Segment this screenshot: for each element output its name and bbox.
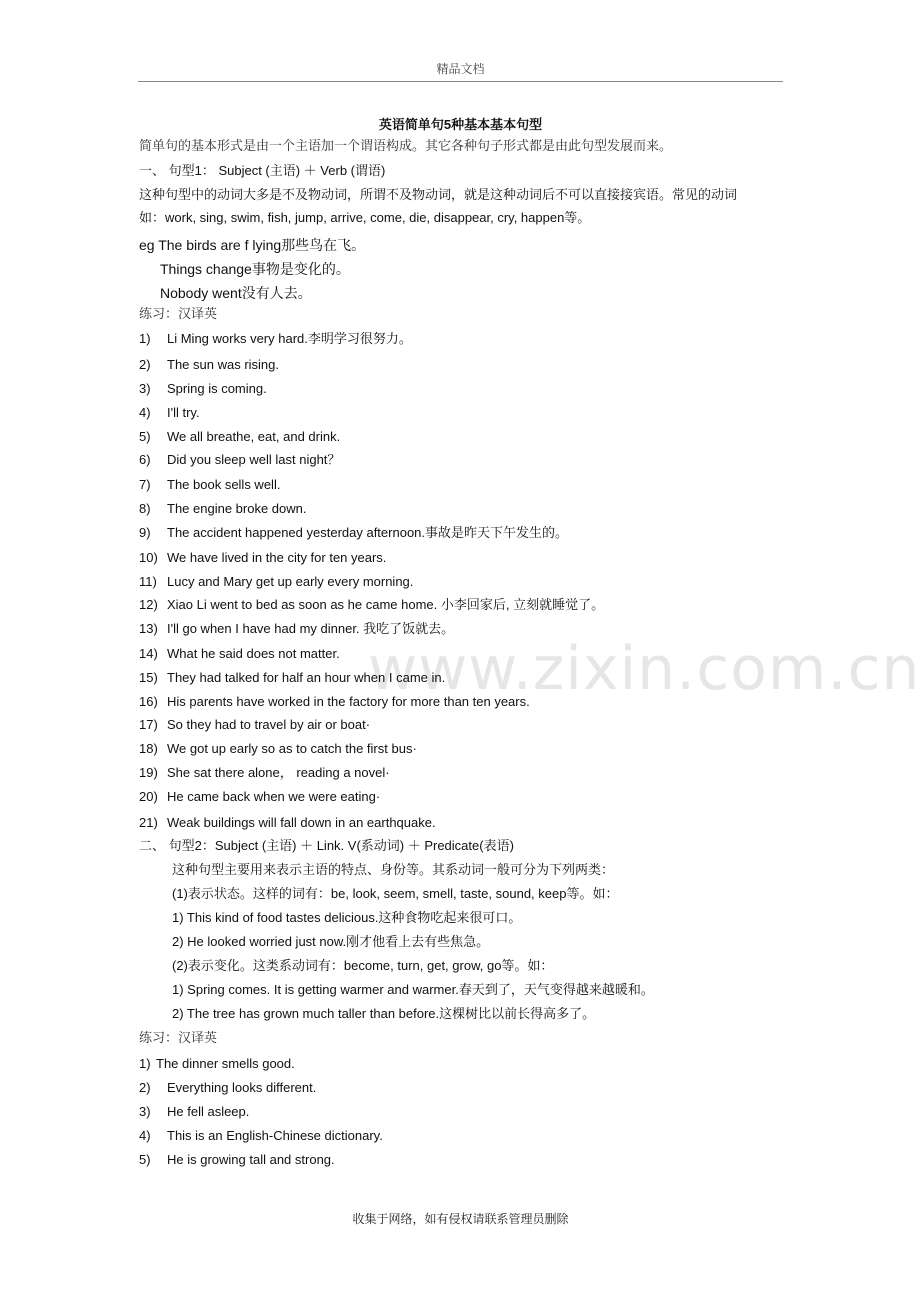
list-item-number: 2) — [139, 1080, 151, 1095]
list-item-text: This is an English-Chinese dictionary. — [167, 1128, 383, 1143]
list-item-number: 5) — [139, 1152, 151, 1167]
list-item-text: The accident happened yesterday afternoon.事故是昨天下午发生的。 — [167, 525, 569, 540]
practice-label-1: 练习：汉译英 — [139, 307, 218, 322]
list-item-text: Weak buildings will fall down in an earthquake. — [167, 815, 436, 830]
list-item-number: 15) — [139, 670, 158, 685]
change-verbs: (2)表示变化。这类系动词有：become, turn, get, grow, go等。如： — [172, 958, 554, 973]
list-item-text: Lucy and Mary get up early every morning. — [167, 574, 414, 589]
pattern1-desc-line2: 如：work, sing, swim, fish, jump, arrive, come, die, disappear, cry, happen等。 — [139, 210, 591, 225]
list-item-text: They had talked for half an hour when I came in. — [167, 670, 446, 685]
list-item-text: He came back when we were eating· — [167, 789, 381, 804]
list-item-number: 9) — [139, 525, 151, 540]
list-item-number: 5) — [139, 429, 151, 444]
list-item-number: 11) — [139, 574, 157, 589]
list-item-number: 13) — [139, 621, 158, 636]
list-item-text: His parents have worked in the factory for more than ten years. — [167, 694, 530, 709]
list-item-number: 10) — [139, 550, 158, 565]
list-item-text: Everything looks different. — [167, 1080, 317, 1095]
list-item-text: Xiao Li went to bed as soon as he came home. 小李回家后, 立刻就睡觉了。 — [167, 597, 605, 612]
list-item-text: He is growing tall and strong. — [167, 1152, 335, 1167]
list-item-text: The dinner smells good. — [156, 1056, 295, 1071]
list-item-text: We got up early so as to catch the first bus· — [167, 741, 417, 756]
state-verbs: (1)表示状态。这样的词有：be, look, seem, smell, taste, sound, keep等。如： — [172, 886, 619, 901]
page-header: 精品文档 — [436, 62, 485, 76]
watermark: www.zixin.com.cn — [368, 634, 920, 704]
list-item-text: What he said does not matter. — [167, 646, 340, 661]
list-item-number: 12) — [139, 597, 158, 612]
pattern2-heading: 二、 句型2：Subject (主语) ＋ Link. V(系动词) ＋ Predicate(表语) — [139, 838, 514, 853]
list-item-number: 16) — [139, 694, 158, 709]
list-item-text: We have lived in the city for ten years. — [167, 550, 387, 565]
list-item-text: She sat there alone， reading a novel· — [167, 765, 390, 780]
intro-paragraph: 简单句的基本形式是由一个主语加一个谓语构成。其它各种句子形式都是由此句型发展而来。 — [139, 139, 673, 154]
state-example-1: 1) This kind of food tastes delicious.这种食物吃起来很可口。 — [172, 910, 522, 925]
example-1: eg The birds are f lying那些鸟在飞。 — [139, 237, 366, 253]
list-item-number: 4) — [139, 1128, 151, 1143]
list-item-number: 8) — [139, 501, 151, 516]
list-item-text: The book sells well. — [167, 477, 281, 492]
pattern2-desc: 这种句型主要用来表示主语的特点、身份等。其系动词一般可分为下列两类： — [172, 862, 615, 877]
list-item-text: We all breathe, eat, and drink. — [167, 429, 341, 444]
list-item-number: 1) — [139, 331, 151, 346]
list-item-text: I'll go when I have had my dinner. 我吃了饭就去。 — [167, 621, 455, 636]
list-item-number: 2) — [139, 357, 151, 372]
pattern1-desc-line1: 这种句型中的动词大多是不及物动词，所谓不及物动词，就是这种动词后不可以直接接宾语。常见的动词 — [139, 187, 738, 202]
list-item-text: He fell asleep. — [167, 1104, 250, 1119]
list-item-text: The engine broke down. — [167, 501, 307, 516]
list-item-number: 21) — [139, 815, 158, 830]
list-item-text: Spring is coming. — [167, 381, 267, 396]
document-title: 英语简单句5种基本基本句型 — [378, 117, 543, 132]
list-item-number: 1) — [139, 1056, 151, 1071]
list-item-number: 3) — [139, 381, 151, 396]
list-item-number: 19) — [139, 765, 158, 780]
practice-label-2: 练习：汉译英 — [139, 1031, 218, 1046]
change-example-1: 1) Spring comes. It is getting warmer and warmer.春天到了，天气变得越来越暖和。 — [172, 982, 654, 997]
list-item-text: I'll try. — [167, 405, 200, 420]
list-item-text: So they had to travel by air or boat· — [167, 717, 371, 732]
example-2: Things change事物是变化的。 — [160, 261, 350, 277]
change-example-2: 2) The tree has grown much taller than before.这棵树比以前长得高多了。 — [172, 1006, 596, 1021]
state-example-2: 2) He looked worried just now.刚才他看上去有些焦急。 — [172, 934, 490, 949]
example-3: Nobody went没有人去。 — [160, 285, 312, 301]
list-item-text: Li Ming works very hard.李明学习很努力。 — [167, 331, 412, 346]
list-item-number: 18) — [139, 741, 158, 756]
list-item-number: 14) — [139, 646, 158, 661]
list-item-text: The sun was rising. — [167, 357, 279, 372]
list-item-number: 7) — [139, 477, 151, 492]
list-item-number: 4) — [139, 405, 151, 420]
list-item-number: 6) — [139, 452, 151, 467]
pattern1-heading: 一、 句型1： Subject (主语) ＋ Verb (谓语) — [139, 163, 386, 178]
list-item-number: 17) — [139, 717, 158, 732]
list-item-number: 3) — [139, 1104, 151, 1119]
list-item-number: 20) — [139, 789, 158, 804]
list-item-text: Did you sleep well last night？ — [167, 452, 341, 467]
page-footer: 收集于网络，如有侵权请联系管理员删除 — [352, 1212, 569, 1226]
